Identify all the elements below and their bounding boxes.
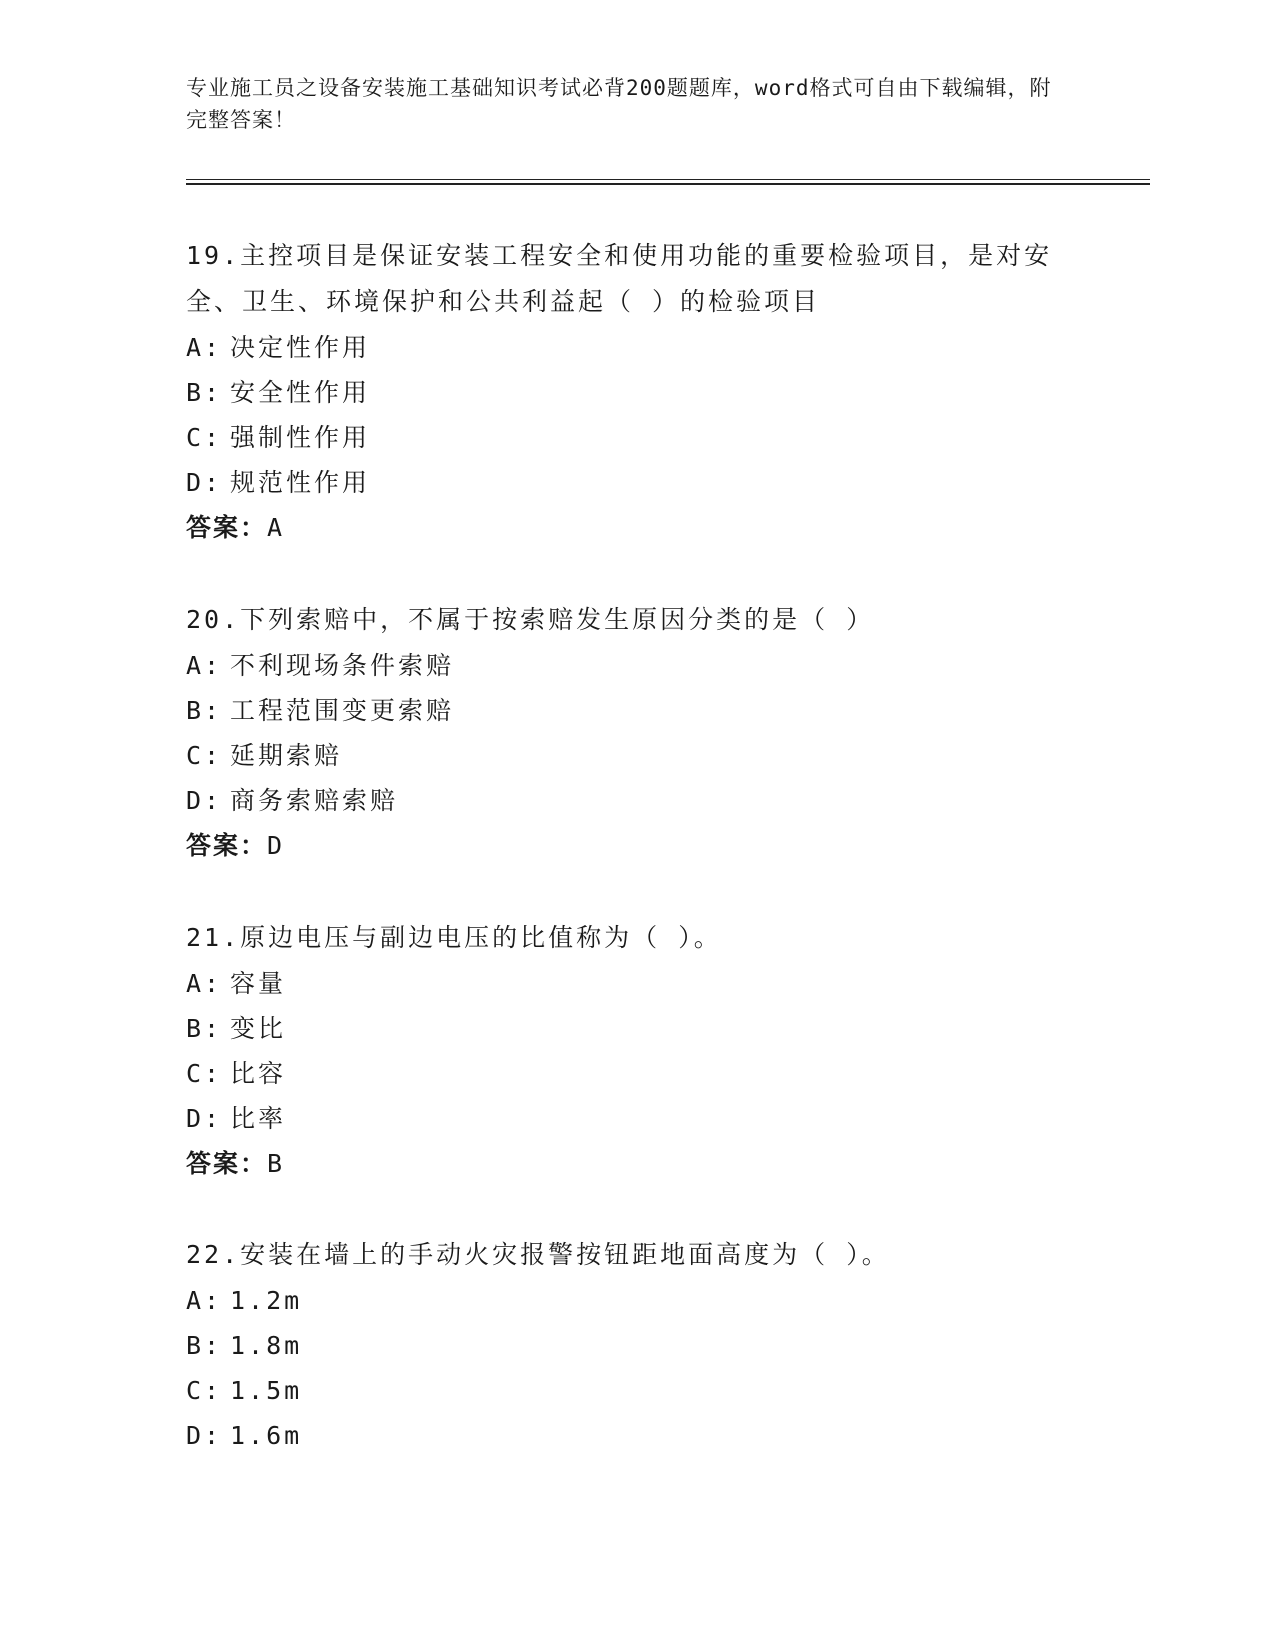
option-a bbox=[186, 961, 1086, 1006]
option-text: 1.6m bbox=[230, 1421, 303, 1450]
answer-line bbox=[186, 505, 1086, 551]
option-d bbox=[186, 460, 1086, 505]
option-letter: C: bbox=[186, 741, 223, 770]
option-c bbox=[186, 1051, 1086, 1096]
answer-label: 答案： bbox=[186, 1149, 268, 1178]
option-text: 安全性作用 bbox=[230, 378, 371, 407]
option-d bbox=[186, 1413, 1086, 1458]
option-text: 强制性作用 bbox=[230, 423, 371, 452]
option-text: 商务索赔索赔 bbox=[230, 786, 399, 815]
question-20 bbox=[186, 597, 1086, 869]
answer-value: A bbox=[267, 513, 285, 542]
option-letter: C: bbox=[186, 423, 223, 452]
option-text: 容量 bbox=[230, 969, 287, 998]
option-text: 规范性作用 bbox=[230, 468, 371, 497]
option-text: 不利现场条件索赔 bbox=[230, 651, 455, 680]
option-b bbox=[186, 688, 1086, 733]
option-letter: A: bbox=[186, 651, 223, 680]
question-stem: 21.原边电压与副边电压的比值称为（ ）。 bbox=[186, 923, 722, 952]
option-text: 比容 bbox=[230, 1059, 287, 1088]
answer-value: D bbox=[267, 831, 285, 860]
answer-value: B bbox=[267, 1149, 285, 1178]
option-c bbox=[186, 733, 1086, 778]
option-letter: A: bbox=[186, 333, 223, 362]
option-letter: A: bbox=[186, 1286, 223, 1315]
option-text: 变比 bbox=[230, 1014, 287, 1043]
option-b bbox=[186, 370, 1086, 415]
option-letter: C: bbox=[186, 1376, 223, 1405]
option-text: 1.5m bbox=[230, 1376, 303, 1405]
answer-label: 答案： bbox=[186, 513, 268, 542]
option-letter: B: bbox=[186, 1331, 223, 1360]
option-letter: D: bbox=[186, 1104, 223, 1133]
question-stem: 19.主控项目是保证安装工程安全和使用功能的重要检验项目，是对安全、卫生、环境保护和公共利益起（ ）的检验项目 bbox=[186, 241, 1053, 316]
option-a bbox=[186, 325, 1086, 370]
answer-label: 答案： bbox=[186, 831, 268, 860]
option-letter: B: bbox=[186, 1014, 223, 1043]
option-d bbox=[186, 778, 1086, 823]
question-22 bbox=[186, 1232, 1086, 1458]
option-text: 决定性作用 bbox=[230, 333, 371, 362]
option-b bbox=[186, 1006, 1086, 1051]
option-text: 1.2m bbox=[230, 1286, 303, 1315]
answer-line bbox=[186, 823, 1086, 869]
option-letter: B: bbox=[186, 378, 223, 407]
option-letter: D: bbox=[186, 1421, 223, 1450]
option-c bbox=[186, 415, 1086, 460]
option-letter: C: bbox=[186, 1059, 223, 1088]
option-text: 工程范围变更索赔 bbox=[230, 696, 455, 725]
header-divider-top bbox=[186, 179, 1150, 180]
question-stem: 20.下列索赔中，不属于按索赔发生原因分类的是（ ） bbox=[186, 605, 875, 634]
option-letter: D: bbox=[186, 786, 223, 815]
option-letter: D: bbox=[186, 468, 223, 497]
option-text: 延期索赔 bbox=[230, 741, 343, 770]
option-c bbox=[186, 1368, 1086, 1413]
question-19 bbox=[186, 233, 1086, 551]
document-header-title: 专业施工员之设备安装施工基础知识考试必背200题题库，word格式可自由下载编辑，附完整答案！ bbox=[186, 76, 1052, 132]
header-divider-bottom bbox=[186, 183, 1150, 185]
option-d bbox=[186, 1096, 1086, 1141]
option-text: 比率 bbox=[230, 1104, 287, 1133]
option-a bbox=[186, 643, 1086, 688]
question-21 bbox=[186, 915, 1086, 1187]
option-text: 1.8m bbox=[230, 1331, 303, 1360]
answer-line bbox=[186, 1141, 1086, 1187]
question-stem: 22.安装在墙上的手动火灾报警按钮距地面高度为（ ）。 bbox=[186, 1240, 890, 1269]
option-letter: A: bbox=[186, 969, 223, 998]
option-b bbox=[186, 1323, 1086, 1368]
option-a bbox=[186, 1278, 1086, 1323]
option-letter: B: bbox=[186, 696, 223, 725]
